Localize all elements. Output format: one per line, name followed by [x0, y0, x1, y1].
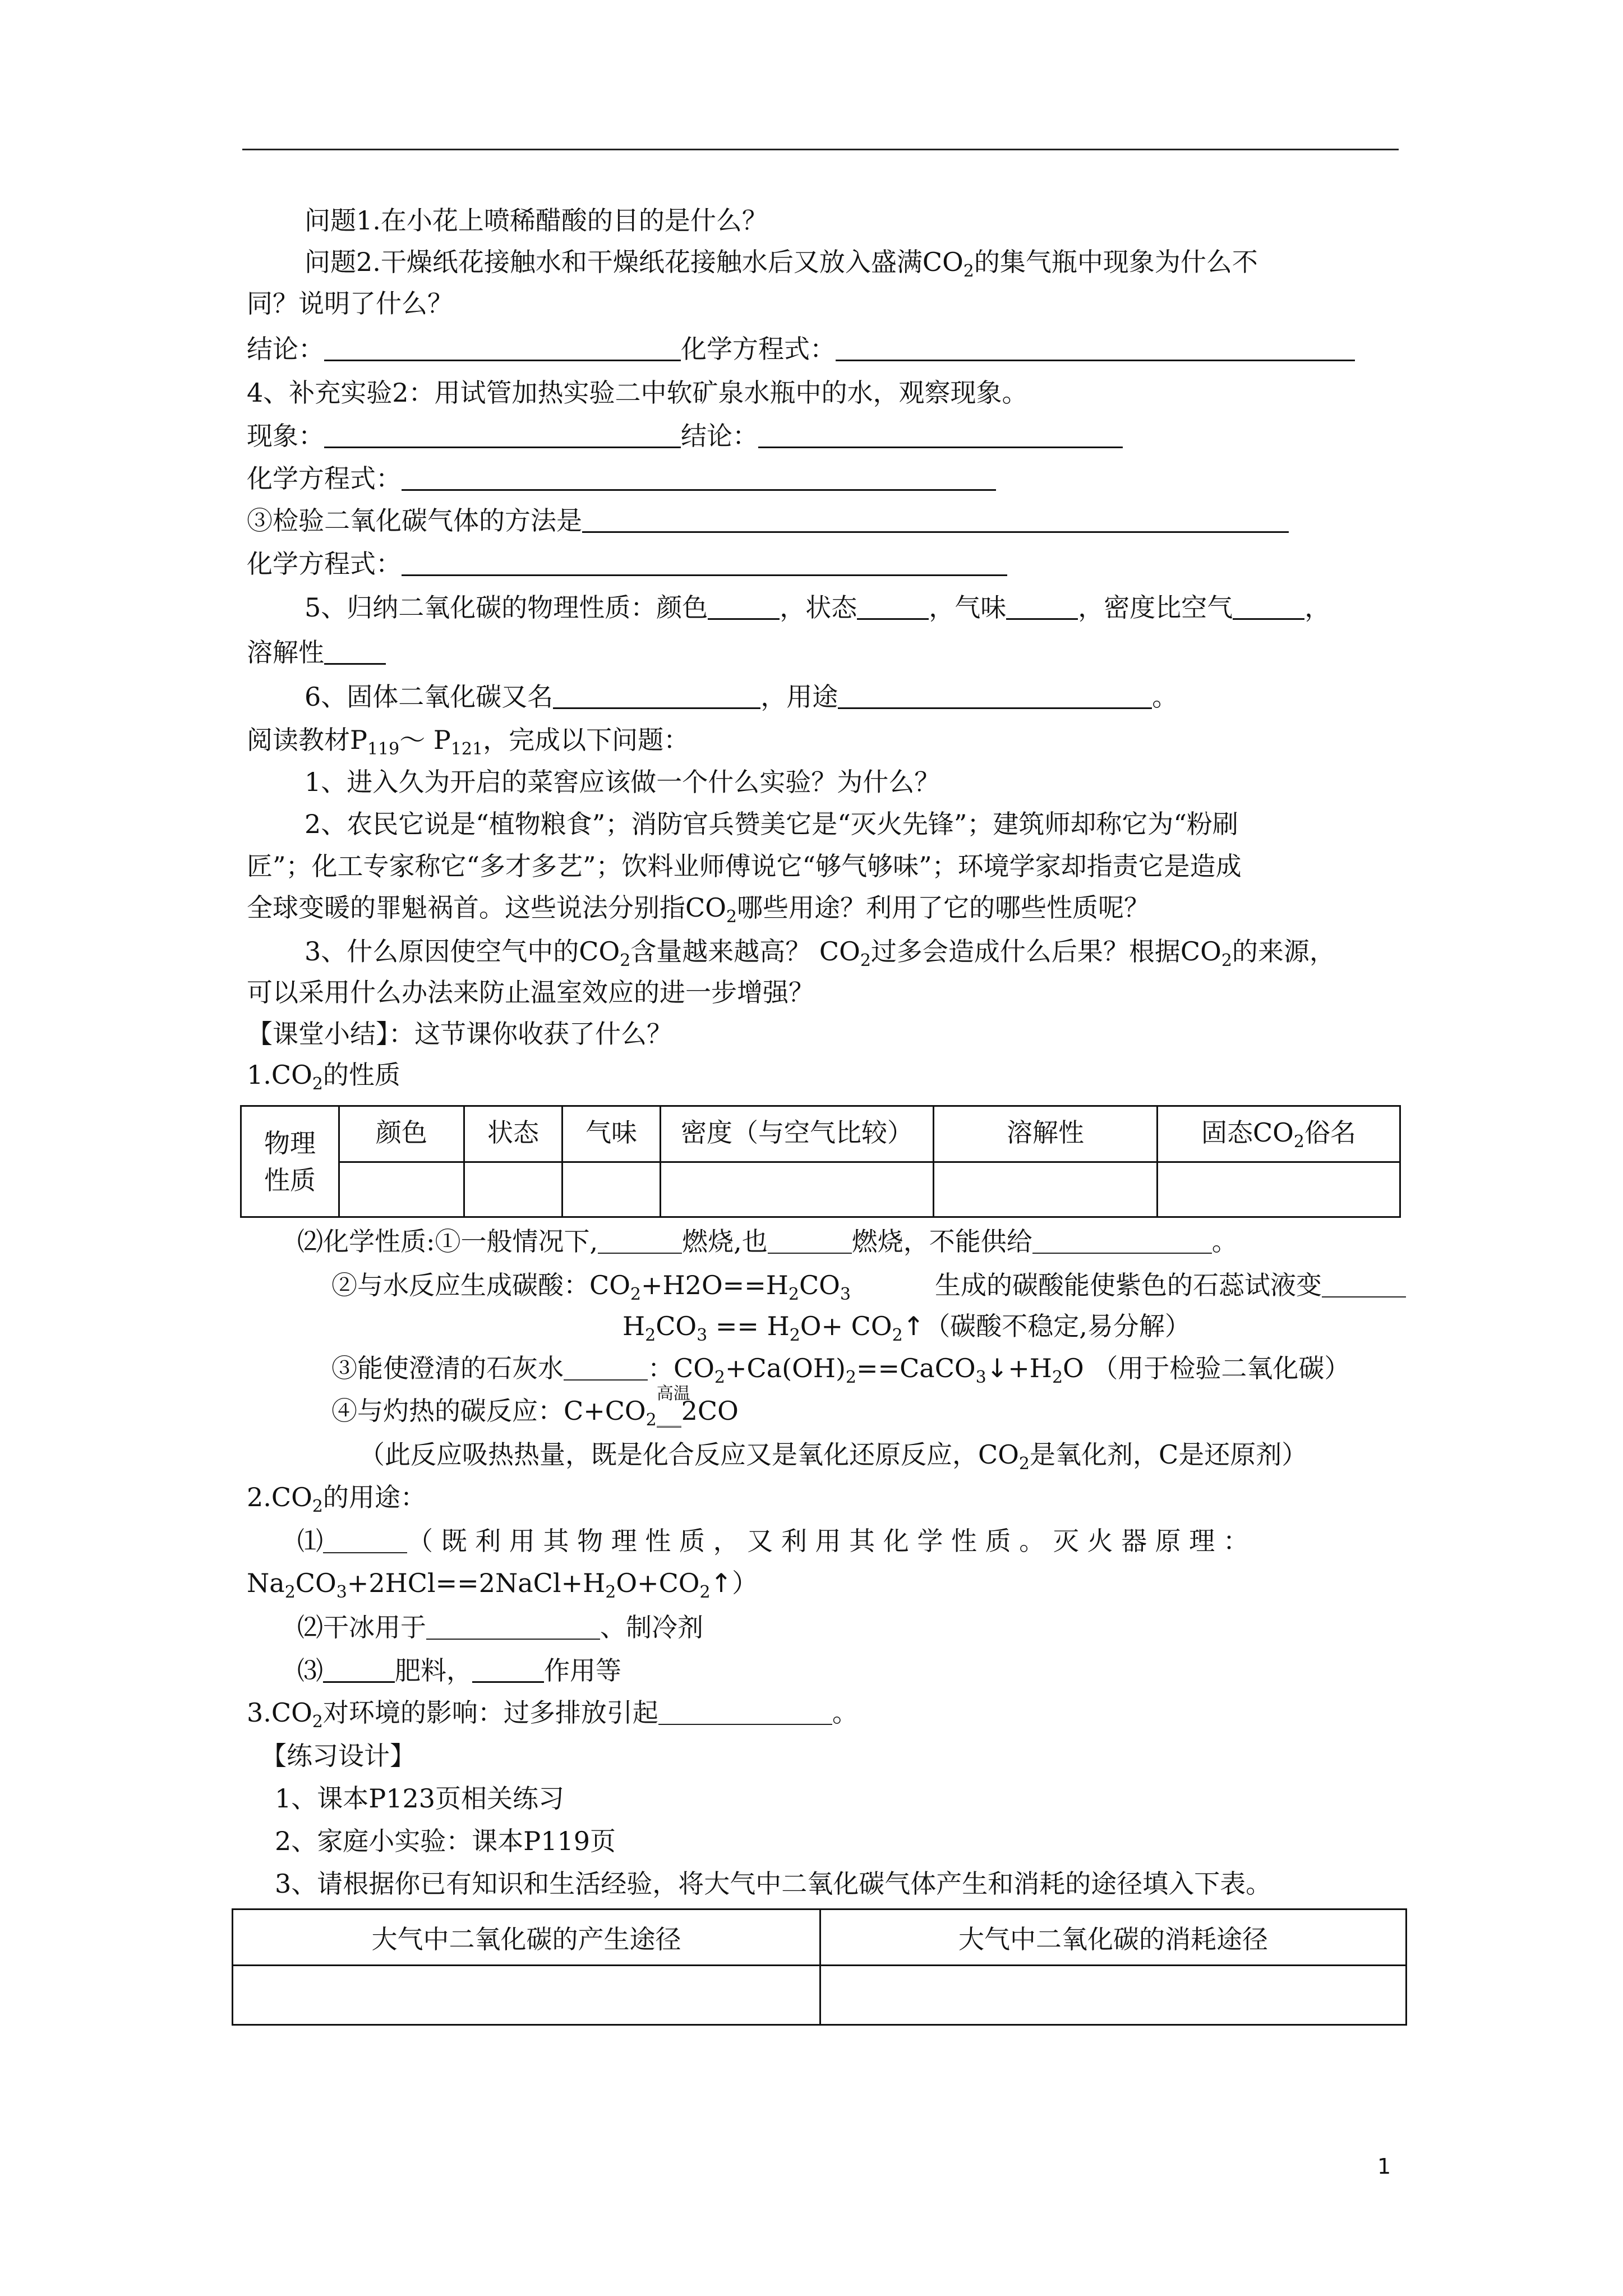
col-odor: 气味 [562, 1106, 661, 1162]
conclusion-blank[interactable] [324, 335, 681, 361]
equation-line-2: 化学方程式： [247, 547, 1007, 581]
chemical-property-2: ②与水反应生成碳酸：$CO_2+H2O==H_2CO_3$ 生成的碳酸能使紫色的石蕊试液变 [331, 1268, 1406, 1302]
reading-question-2-line-3: 全球变暖的罪魁祸首。这些说法分别指$CO_2$哪些用途？利用了它的哪些性质呢？ [247, 892, 1150, 927]
cell-solid-co2-name[interactable] [1158, 1162, 1400, 1217]
chemical-property-4: ④与灼热的碳反应：$C+CO_2$ 高温 2CO [331, 1384, 739, 1430]
blank-3[interactable] [1032, 1228, 1212, 1254]
reading-question-1: 1、进入久为开启的菜窖应该做一个什么实验？为什么？ [305, 767, 940, 797]
phenomenon-line: 现象： 结论： [247, 419, 1123, 453]
col-density: 密度（与空气比较） [661, 1106, 934, 1162]
page-number: 1 [1377, 2154, 1391, 2179]
practice-heading: 【练习设计】 [261, 1741, 416, 1771]
chemical-property-1: ⑵化学性质:①一般情况下, 燃烧,也 燃烧，不能供给 。 [297, 1226, 1238, 1257]
question-2-line-1: 问题2.干燥纸花接触水和干燥纸花接触水后又放入盛满$CO_2$的集气瓶中现象为什么不 [305, 247, 1258, 281]
reading-instruction: 阅读教材$P_{119}\sim$ $P_{121}$，完成以下问题： [247, 725, 690, 759]
co2-uses-heading: $2.CO_2$的用途： [247, 1482, 426, 1516]
use-1-line-2: $Na_2CO_3+2HCl==2NaCl+H_2O+CO_2↑$） [247, 1568, 758, 1602]
dry-ice-name-blank[interactable] [553, 683, 760, 709]
cell-consumption[interactable] [820, 1966, 1407, 2025]
state-blank[interactable] [857, 593, 929, 620]
color-blank[interactable] [708, 593, 780, 620]
blank-1[interactable] [598, 1228, 682, 1254]
reading-question-3-line-2: 可以采用什么办法来防止温室效应的进一步增强？ [247, 977, 814, 1007]
environment-blank[interactable] [658, 1699, 832, 1725]
practice-3: 3、请根据你已有知识和生活经验，将大气中二氧化碳气体产生和消耗的途径填入下表。 [275, 1869, 1272, 1899]
col-consumption: 大气中二氧化碳的消耗途径 [820, 1910, 1407, 1966]
co2-properties-heading: $1.CO_2$的性质 [247, 1060, 400, 1094]
table-row-header: 物理 性质 [241, 1106, 339, 1217]
dry-ice-line: 6、固体二氧化碳又名 ，用途 。 [305, 682, 1178, 712]
dry-ice-use-blank[interactable] [838, 683, 1152, 709]
equation-blank-1[interactable] [402, 464, 996, 491]
chemical-property-3: ③能使澄清的石灰水 ：$CO_2+Ca(OH)_2==CaCO_3↓+H_2O$ （用于检验二氧化碳） [331, 1353, 1350, 1387]
solubility-blank[interactable] [324, 638, 386, 665]
col-solid-co2-name: 固态$CO_2$俗名 [1158, 1106, 1400, 1162]
effect-blank[interactable] [472, 1657, 544, 1683]
use-3: ⑶ 肥料， 作用等 [297, 1655, 621, 1686]
conclusion-blank-2[interactable] [758, 422, 1123, 448]
density-blank[interactable] [1233, 593, 1304, 620]
reading-question-2-line-1: 2、农民它说是“植物粮食”；消防官兵赞美它是“灭火先锋”；建筑师却称它为“粉刷 [305, 809, 1238, 839]
col-production: 大气中二氧化碳的产生途径 [233, 1910, 820, 1966]
question-2-line-2: 同？说明了什么？ [247, 288, 453, 319]
reaction-note: （此反应吸热热量，既是化合反应又是氧化还原反应，$CO_2$是氧化剂，C是还原剂） [359, 1439, 1308, 1474]
odor-blank[interactable] [1006, 593, 1078, 620]
use-1-blank[interactable] [323, 1527, 407, 1553]
class-summary-heading: 【课堂小结】：这节课你收获了什么？ [247, 1019, 672, 1049]
equation-blank[interactable] [836, 335, 1355, 361]
cell-density[interactable] [661, 1162, 934, 1217]
reading-question-3-line-1: 3、什么原因使空气中的$CO_2$含量越来越高？ $CO_2$过多会造成什么后果？根据$CO_2$的来源， [305, 936, 1335, 970]
cell-state[interactable] [464, 1162, 562, 1217]
use-1-line-1: ⑴ （ 既 利 用 其 物 理 性 质 ， 又 利 用 其 化 学 性 质 。 灭 火 器 原 理 ： [297, 1526, 1249, 1556]
physical-properties-table [240, 1105, 1401, 1218]
cell-production[interactable] [233, 1966, 820, 2025]
solubility-line: 溶解性 [247, 636, 386, 669]
col-state: 状态 [464, 1106, 562, 1162]
co2-test-method-line: ③检验二氧化碳气体的方法是 [247, 504, 1289, 537]
practice-1: 1、课本P123页相关练习 [275, 1783, 565, 1814]
blank-2[interactable] [768, 1228, 852, 1254]
col-color: 颜色 [339, 1106, 464, 1162]
cell-color[interactable] [339, 1162, 464, 1217]
environment-impact: $3.CO_2$对环境的影响：过多排放引起 。 [247, 1697, 858, 1732]
supplement-experiment-2: 4、补充实验2：用试管加热实验二中软矿泉水瓶中的水，观察现象。 [247, 378, 1028, 408]
question-1: 问题1.在小花上喷稀醋酸的目的是什么？ [305, 205, 768, 236]
litmus-color-blank[interactable] [1322, 1272, 1406, 1297]
dry-ice-use-blank-2[interactable] [426, 1614, 600, 1640]
equation-blank-2[interactable] [402, 550, 1007, 576]
co2-sources-sinks-table [232, 1908, 1407, 2026]
phenomenon-blank[interactable] [324, 422, 681, 448]
fertilizer-blank[interactable] [323, 1657, 395, 1683]
use-2: ⑵干冰用于 、制冷剂 [297, 1612, 703, 1642]
header-rule [242, 149, 1399, 150]
equation-line-1: 化学方程式： [247, 462, 996, 495]
practice-2: 2、家庭小实验：课本P119页 [275, 1826, 616, 1856]
test-method-blank[interactable] [582, 507, 1289, 533]
conclusion-line: 结论： 化学方程式： [247, 332, 1355, 366]
cell-odor[interactable] [562, 1162, 661, 1217]
col-solubility: 溶解性 [934, 1106, 1158, 1162]
carbonic-acid-decomposition: $H_2CO_3 == H_2O+$ $CO_2↑$（碳酸不稳定,易分解） [623, 1311, 1191, 1345]
limewater-blank[interactable] [564, 1355, 648, 1381]
physical-properties-line: 5、归纳二氧化碳的物理性质：颜色 ，状态 ，气味 ，密度比空气 ， [305, 592, 1331, 623]
cell-solubility[interactable] [934, 1162, 1158, 1217]
reading-question-2-line-2: 匠”；化工专家称它“多才多艺”；饮料业师傅说它“够气够味”；环境学家却指责它是造成 [247, 851, 1242, 881]
